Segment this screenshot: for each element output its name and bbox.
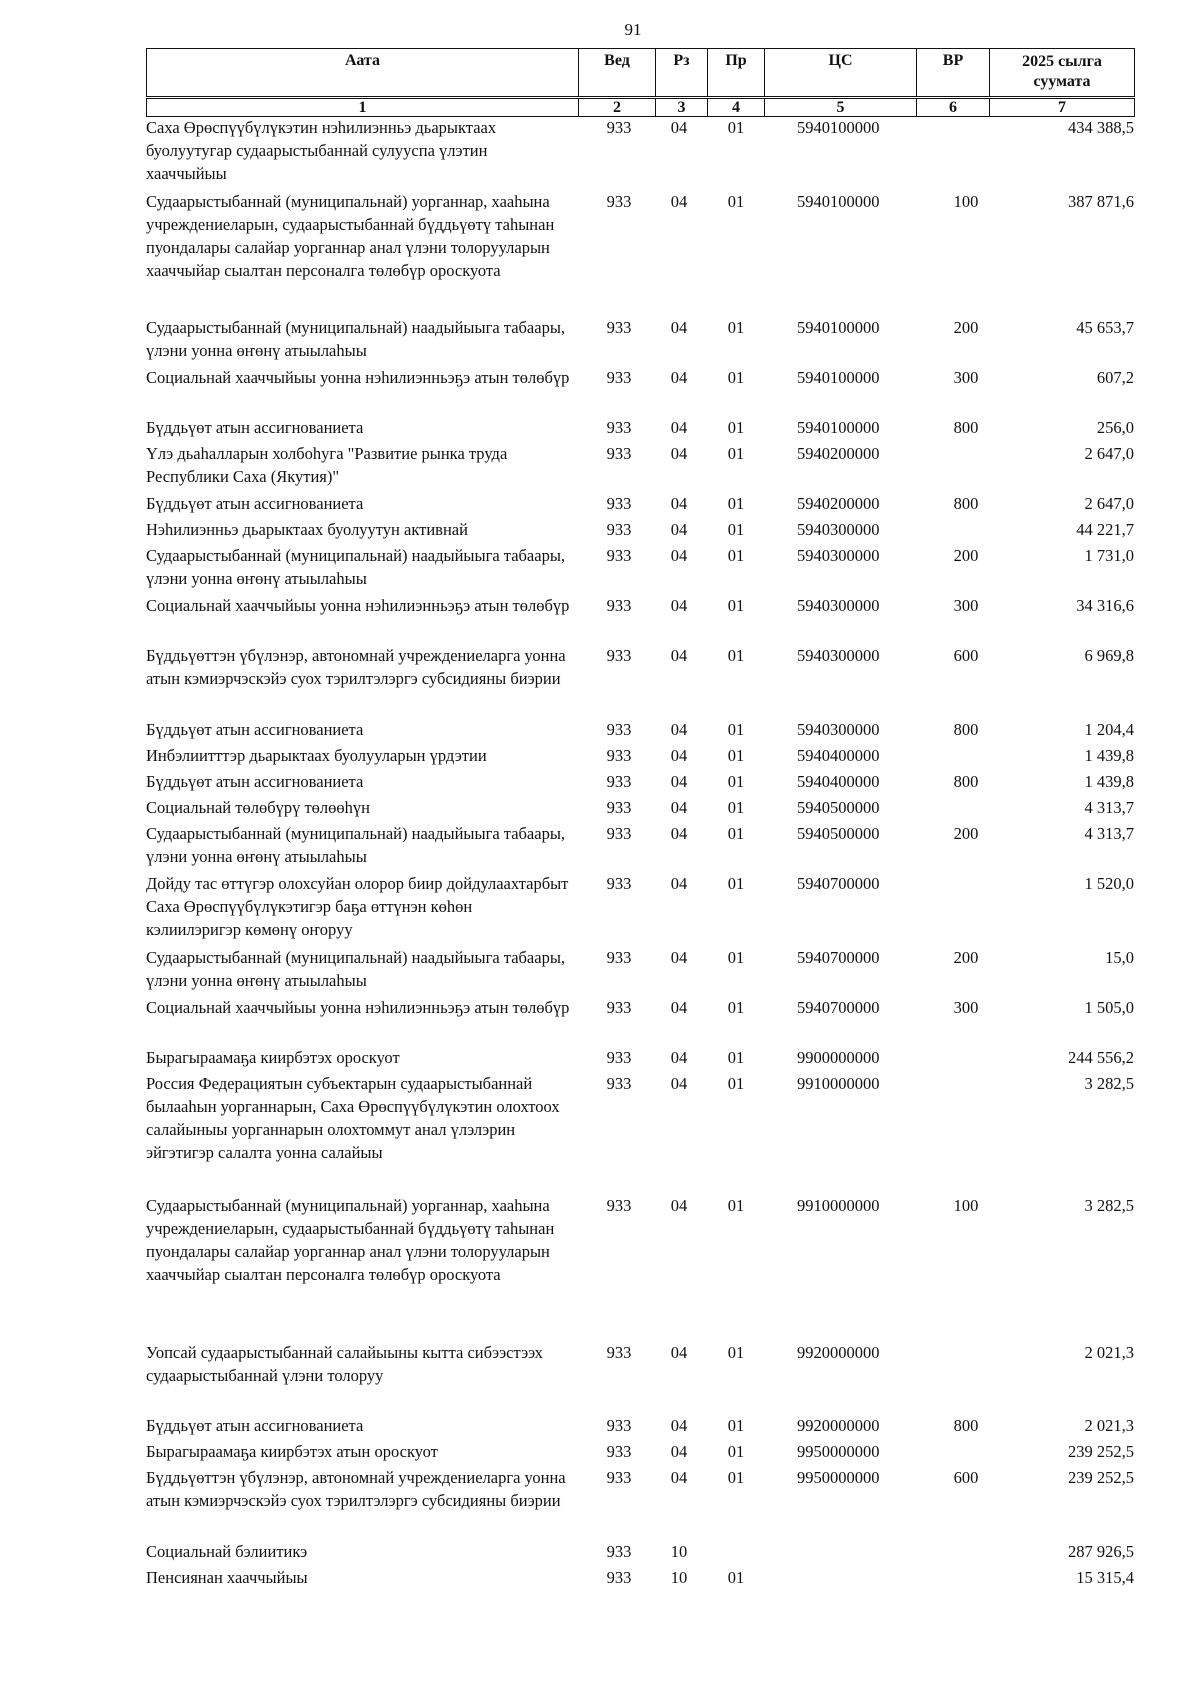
header-amount-line1: 2025 сылга	[1022, 53, 1102, 70]
row-sum: 607,2	[1096, 368, 1134, 387]
row-pr: 01	[727, 874, 745, 893]
row-pr: 01	[727, 1048, 745, 1067]
header-cs: ЦС	[765, 49, 917, 98]
row-sum: 387 871,6	[1068, 192, 1134, 211]
row-ved: 933	[606, 596, 632, 615]
row-pr: 01	[727, 824, 745, 843]
header-rz: Рз	[656, 49, 708, 98]
row-sum: 2 647,0	[1084, 444, 1134, 463]
row-name: Бүддьүөт атын ассигнованиета	[146, 720, 364, 739]
row-ved: 933	[606, 1416, 632, 1435]
row-pr: 01	[727, 1442, 745, 1461]
row-rz: 04	[670, 874, 688, 893]
row-ved: 933	[606, 998, 632, 1017]
row-rz: 10	[670, 1568, 688, 1587]
row-vr: 300	[953, 998, 979, 1017]
row-rz: 04	[670, 824, 688, 843]
row-name: Үлэ дьаһалларын холбоһуга "Развитие рынка труда Республики Саха (Якутия)"	[146, 444, 508, 486]
row-sum: 239 252,5	[1068, 1442, 1134, 1461]
row-name: Пенсиянан хааччыйыы	[146, 1568, 308, 1587]
row-rz: 04	[670, 1196, 688, 1215]
row-name: Социальнай хааччыйыы уонна нэһилиэнньэҕэ атын төлөбүр	[146, 368, 570, 387]
row-sum: 3 282,5	[1084, 1074, 1134, 1093]
row-sum: 256,0	[1096, 418, 1134, 437]
row-cs: 5940200000	[797, 494, 880, 513]
row-vr: 800	[953, 720, 979, 739]
row-cs: 5940100000	[797, 192, 880, 211]
row-pr: 01	[727, 798, 745, 817]
row-rz: 04	[670, 720, 688, 739]
row-name: Судаарыстыбаннай (муниципальнай) наадыйыыга табаары, үлэни уонна өҥөнү атыылаһыы	[146, 948, 566, 990]
row-pr: 01	[727, 546, 745, 565]
row-cs: 5940100000	[797, 368, 880, 387]
row-cs: 5940300000	[797, 546, 880, 565]
row-ved: 933	[606, 318, 632, 337]
row-ved: 933	[606, 520, 632, 539]
row-pr: 01	[727, 772, 745, 791]
row-cs: 5940300000	[797, 520, 880, 539]
header-num-1: 1	[147, 98, 579, 117]
row-pr: 01	[727, 746, 745, 765]
row-sum: 2 647,0	[1084, 494, 1134, 513]
row-ved: 933	[606, 494, 632, 513]
row-ved: 933	[606, 746, 632, 765]
row-pr: 01	[727, 1416, 745, 1435]
header-num-5: 5	[765, 98, 917, 117]
row-sum: 2 021,3	[1084, 1416, 1134, 1435]
header-pr: Пр	[708, 49, 765, 98]
header-ved: Вед	[579, 49, 656, 98]
row-pr: 01	[727, 998, 745, 1017]
row-ved: 933	[606, 948, 632, 967]
row-name: Уопсай судаарыстыбаннай салайыыны кытта сибээстээх судаарыстыбаннай үлэни толоруу	[146, 1343, 543, 1385]
row-vr: 200	[953, 948, 979, 967]
row-ved: 933	[606, 1074, 632, 1093]
row-rz: 04	[670, 1442, 688, 1461]
row-pr: 01	[727, 418, 745, 437]
row-sum: 6 969,8	[1084, 646, 1134, 665]
row-cs: 5940700000	[797, 998, 880, 1017]
header-num-4: 4	[708, 98, 765, 117]
row-vr: 100	[953, 192, 979, 211]
row-sum: 4 313,7	[1084, 824, 1134, 843]
row-sum: 1 204,4	[1084, 720, 1134, 739]
page-number: 91	[624, 20, 642, 39]
row-ved: 933	[606, 444, 632, 463]
row-vr: 300	[953, 596, 979, 615]
header-amount-line2: суумата	[1033, 73, 1091, 90]
row-rz: 10	[670, 1542, 688, 1561]
row-name: Саха Өрөспүүбүлүкэтин нэһилиэнньэ дьарыктаах буолуутугар судаарыстыбаннай сулууспа үлэтин хааччыйыы	[146, 118, 497, 183]
row-ved: 933	[606, 824, 632, 843]
row-name: Социальнай бэлиитикэ	[146, 1542, 308, 1561]
row-rz: 04	[670, 646, 688, 665]
row-rz: 04	[670, 596, 688, 615]
row-cs: 5940300000	[797, 646, 880, 665]
row-ved: 933	[606, 720, 632, 739]
row-vr: 300	[953, 368, 979, 387]
row-cs: 9950000000	[797, 1442, 880, 1461]
row-sum: 1 439,8	[1084, 772, 1134, 791]
row-name: Судаарыстыбаннай (муниципальнай) уорганнар, хааһына учреждениеларын, судаарыстыбаннай бүддьүөтү таһынан пуондалары салайар уорганнар анал үлэни толорууларын хааччыйар сыалтан персоналга төлөбүр ороскуота	[146, 192, 555, 280]
row-ved: 933	[606, 192, 632, 211]
row-ved: 933	[606, 1468, 632, 1487]
row-rz: 04	[670, 746, 688, 765]
row-ved: 933	[606, 798, 632, 817]
row-name: Россия Федерациятын субъектарын судаарыстыбаннай былааһын уорганнарын, Саха Өрөспүүбүлүкэтин олохтоох салайыныы уорганнарын олохтоммут анал үлэлэрин эйгэтигэр салалта уонна салайыы	[146, 1074, 560, 1162]
row-name: Социальнай хааччыйыы уонна нэһилиэнньэҕэ атын төлөбүр	[146, 596, 570, 615]
row-pr: 01	[727, 318, 745, 337]
row-ved: 933	[606, 118, 632, 137]
row-name: Нэһилиэнньэ дьарыктаах буолуутун активнай	[146, 520, 468, 539]
row-name: Судаарыстыбаннай (муниципальнай) наадыйыыга табаары, үлэни уонна өҥөнү атыылаһыы	[146, 824, 566, 866]
row-rz: 04	[670, 520, 688, 539]
row-rz: 04	[670, 546, 688, 565]
row-vr: 200	[953, 318, 979, 337]
row-sum: 34 316,6	[1076, 596, 1134, 615]
row-rz: 04	[670, 772, 688, 791]
row-cs: 5940300000	[797, 596, 880, 615]
row-name: Бырагыраамаҕа киирбэтэх ороскуот	[146, 1048, 400, 1067]
row-vr: 800	[953, 1416, 979, 1435]
row-cs: 9900000000	[797, 1048, 880, 1067]
row-pr: 01	[727, 1074, 745, 1093]
row-sum: 15,0	[1105, 948, 1134, 967]
row-pr: 01	[727, 1468, 745, 1487]
row-pr: 01	[727, 646, 745, 665]
row-pr: 01	[727, 720, 745, 739]
row-sum: 1 731,0	[1084, 546, 1134, 565]
row-ved: 933	[606, 1196, 632, 1215]
row-pr: 01	[727, 118, 745, 137]
row-cs: 5940100000	[797, 118, 880, 137]
row-sum: 45 653,7	[1076, 318, 1134, 337]
row-sum: 1 505,0	[1084, 998, 1134, 1017]
row-cs: 9910000000	[797, 1074, 880, 1093]
row-cs: 9920000000	[797, 1416, 880, 1435]
row-vr: 600	[953, 1468, 979, 1487]
row-cs: 9950000000	[797, 1468, 880, 1487]
row-name: Судаарыстыбаннай (муниципальнай) наадыйыыга табаары, үлэни уонна өҥөнү атыылаһыы	[146, 318, 566, 360]
row-name: Судаарыстыбаннай (муниципальнай) уорганнар, хааһына учреждениеларын, судаарыстыбаннай бүддьүөтү таһынан пуондалары салайар уорганнар анал үлэни толорууларын хааччыйар сыалтан персоналга төлөбүр ороскуота	[146, 1196, 555, 1284]
row-sum: 4 313,7	[1084, 798, 1134, 817]
header-name: Аата	[147, 49, 579, 98]
table-header	[146, 48, 1135, 117]
row-pr: 01	[727, 192, 745, 211]
row-ved: 933	[606, 874, 632, 893]
row-name: Бүддьүөттэн үбүлэнэр, автономнай учреждениеларга уонна атын кэмиэрчэскэйэ суох тэрилтэлэргэ субсидияны биэрии	[146, 1468, 566, 1510]
row-name: Бүддьүөт атын ассигнованиета	[146, 1416, 364, 1435]
row-cs: 5940400000	[797, 772, 880, 791]
row-sum: 44 221,7	[1076, 520, 1134, 539]
row-pr: 01	[727, 1196, 745, 1215]
row-cs: 5940200000	[797, 444, 880, 463]
row-pr: 01	[727, 494, 745, 513]
row-cs: 5940700000	[797, 874, 880, 893]
row-rz: 04	[670, 798, 688, 817]
row-vr: 800	[953, 772, 979, 791]
header-num-3: 3	[656, 98, 708, 117]
row-cs: 5940700000	[797, 948, 880, 967]
row-name: Бүддьүөттэн үбүлэнэр, автономнай учреждениеларга уонна атын кэмиэрчэскэйэ суох тэрилтэлэргэ субсидияны биэрии	[146, 646, 566, 688]
row-ved: 933	[606, 1048, 632, 1067]
header-amount	[990, 49, 1135, 98]
row-vr: 200	[953, 824, 979, 843]
header-num-2: 2	[579, 98, 656, 117]
row-vr: 800	[953, 418, 979, 437]
row-ved: 933	[606, 646, 632, 665]
row-rz: 04	[670, 118, 688, 137]
row-name: Бырагыраамаҕа киирбэтэх атын ороскуот	[146, 1442, 438, 1461]
row-name: Бүддьүөт атын ассигнованиета	[146, 772, 364, 791]
row-rz: 04	[670, 1048, 688, 1067]
row-ved: 933	[606, 1568, 632, 1587]
row-cs: 5940400000	[797, 746, 880, 765]
row-rz: 04	[670, 192, 688, 211]
row-ved: 933	[606, 772, 632, 791]
row-ved: 933	[606, 1542, 632, 1561]
row-vr: 800	[953, 494, 979, 513]
row-cs: 5940500000	[797, 824, 880, 843]
row-name: Бүддьүөт атын ассигнованиета	[146, 494, 364, 513]
row-rz: 04	[670, 418, 688, 437]
row-name: Социальнай хааччыйыы уонна нэһилиэнньэҕэ атын төлөбүр	[146, 998, 570, 1017]
row-cs: 5940100000	[797, 418, 880, 437]
header-num-6: 6	[917, 98, 990, 117]
row-sum: 2 021,3	[1084, 1343, 1134, 1362]
row-vr: 200	[953, 546, 979, 565]
row-rz: 04	[670, 1416, 688, 1435]
row-rz: 04	[670, 444, 688, 463]
row-sum: 3 282,5	[1084, 1196, 1134, 1215]
row-sum: 1 520,0	[1084, 874, 1134, 893]
row-cs: 5940500000	[797, 798, 880, 817]
row-rz: 04	[670, 494, 688, 513]
row-cs: 9920000000	[797, 1343, 880, 1362]
row-rz: 04	[670, 368, 688, 387]
row-ved: 933	[606, 546, 632, 565]
row-name: Бүддьүөт атын ассигнованиета	[146, 418, 364, 437]
row-rz: 04	[670, 1468, 688, 1487]
row-name: Инбэлиитттэр дьарыктаах буолууларын үрдэтии	[146, 746, 487, 765]
row-ved: 933	[606, 418, 632, 437]
row-pr: 01	[727, 948, 745, 967]
row-cs: 5940300000	[797, 720, 880, 739]
row-vr: 600	[953, 646, 979, 665]
row-pr: 01	[727, 520, 745, 539]
row-pr: 01	[727, 368, 745, 387]
row-sum: 15 315,4	[1076, 1568, 1134, 1587]
row-pr: 01	[727, 1343, 745, 1362]
row-ved: 933	[606, 368, 632, 387]
row-name: Социальнай төлөбүрү төлөөһүн	[146, 798, 370, 817]
row-sum: 1 439,8	[1084, 746, 1134, 765]
row-ved: 933	[606, 1343, 632, 1362]
row-name: Судаарыстыбаннай (муниципальнай) наадыйыыга табаары, үлэни уонна өҥөнү атыылаһыы	[146, 546, 566, 588]
row-cs: 5940100000	[797, 318, 880, 337]
row-sum: 239 252,5	[1068, 1468, 1134, 1487]
row-pr: 01	[727, 444, 745, 463]
row-cs: 9910000000	[797, 1196, 880, 1215]
row-rz: 04	[670, 948, 688, 967]
row-sum: 287 926,5	[1068, 1542, 1134, 1561]
row-rz: 04	[670, 318, 688, 337]
row-sum: 244 556,2	[1068, 1048, 1134, 1067]
row-rz: 04	[670, 1343, 688, 1362]
row-pr: 01	[727, 1568, 745, 1587]
row-rz: 04	[670, 998, 688, 1017]
header-vr: ВР	[917, 49, 990, 98]
row-sum: 434 388,5	[1068, 118, 1134, 137]
row-name: Дойду тас өттүгэр олохсуйан олорор биир дойдулаахтарбыт Саха Өрөспүүбүлүкэтигэр баҕа өттүнэн көһөн кэлиилэригэр көмөнү оҥоруу	[146, 874, 569, 939]
row-pr: 01	[727, 596, 745, 615]
row-ved: 933	[606, 1442, 632, 1461]
header-num-7: 7	[990, 98, 1135, 117]
row-rz: 04	[670, 1074, 688, 1093]
row-vr: 100	[953, 1196, 979, 1215]
